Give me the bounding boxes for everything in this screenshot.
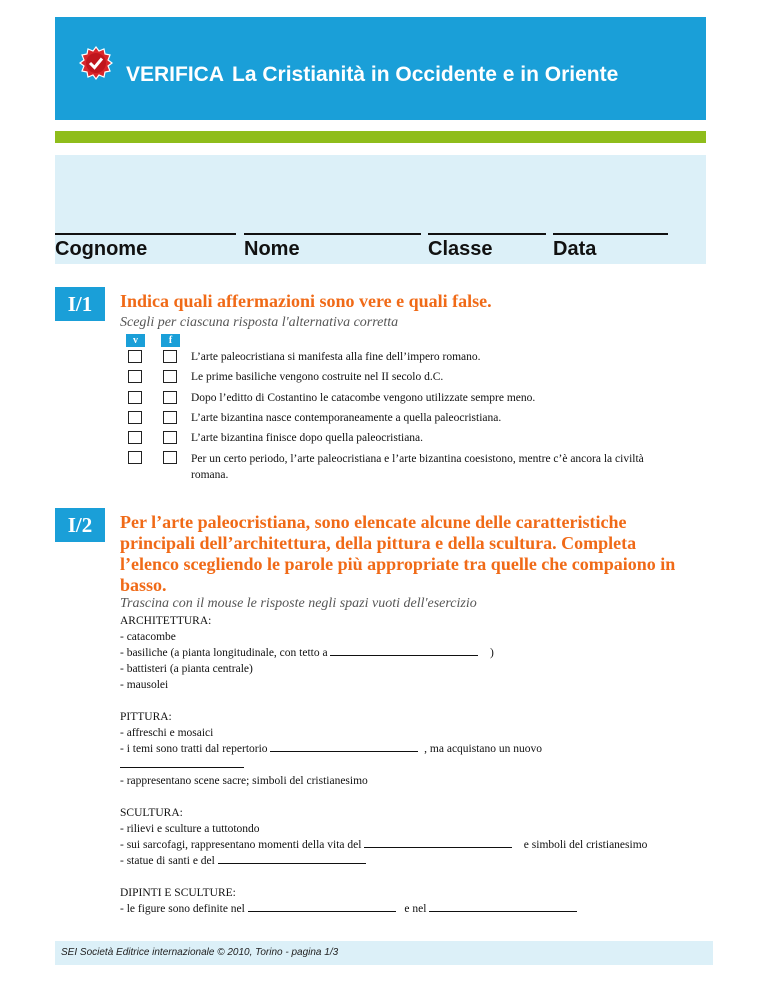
- data-label: Data: [553, 238, 597, 260]
- checkmark-badge-icon: [79, 46, 113, 80]
- section-number-badge: I/1: [55, 287, 105, 321]
- statement-text: L’arte paleocristiana si manifesta alla fine dell’impero romano.: [191, 351, 481, 363]
- section-instruction: Trascina con il mouse le risposte negli spazi vuoti dell'esercizio: [120, 596, 477, 611]
- list-line: [120, 645, 680, 661]
- list-line: [120, 757, 680, 773]
- section-instruction: Scegli per ciascuna risposta l'alternativa corretta: [120, 315, 399, 330]
- classe-label: Classe: [428, 238, 493, 260]
- list-line: - battisteri (a pianta centrale): [120, 663, 253, 675]
- drop-blank[interactable]: [330, 646, 478, 656]
- statement-text: Per un certo periodo, l’arte paleocristiana e l’arte bizantina coesistono, mentre c’è ancora la civiltà romana.: [191, 453, 644, 481]
- line-text: - i temi sono tratti dal repertorio: [120, 743, 268, 755]
- true-checkbox[interactable]: [128, 431, 142, 444]
- drop-blank[interactable]: [120, 758, 244, 768]
- architettura-title: ARCHITETTURA:: [120, 615, 212, 627]
- drop-blank[interactable]: [248, 902, 396, 912]
- scultura-title: SCULTURA:: [120, 807, 183, 819]
- true-checkbox[interactable]: [128, 370, 142, 383]
- false-checkbox[interactable]: [163, 370, 177, 383]
- false-checkbox[interactable]: [163, 411, 177, 424]
- list-line: - mausolei: [120, 679, 169, 691]
- section-heading: Per l’arte paleocristiana, sono elencate alcune delle caratteristiche principali dell’architettura, della pittura e della scultura. Completa l’elenco scegliendo le parole più appropriate tra quelle che compaiono in basso.: [120, 512, 676, 595]
- footer-text: SEI Società Editrice internazionale © 2010, Torino - pagina 1/3: [61, 947, 339, 958]
- drop-blank[interactable]: [364, 838, 512, 848]
- true-checkbox[interactable]: [128, 350, 142, 363]
- dipinti-title: DIPINTI E SCULTURE:: [120, 887, 236, 899]
- false-checkbox[interactable]: [163, 350, 177, 363]
- line-text: - sui sarcofagi, rappresentano momenti della vita del: [120, 839, 362, 851]
- line-text: - basiliche (a pianta longitudinale, con tetto a: [120, 647, 328, 659]
- list-line: - catacombe: [120, 631, 176, 643]
- page-title: [126, 63, 618, 87]
- statement-text: Le prime basiliche vengono costruite nel II secolo d.C.: [191, 371, 444, 383]
- nome-label: Nome: [244, 238, 300, 260]
- pittura-title: PITTURA:: [120, 711, 172, 723]
- false-column-header: f: [161, 334, 180, 347]
- nome-field-line[interactable]: [244, 233, 421, 235]
- list-line: - affreschi e mosaici: [120, 727, 214, 739]
- classe-field-line[interactable]: [428, 233, 546, 235]
- section-heading: Indica quali affermazioni sono vere e quali false.: [120, 291, 492, 311]
- statement-text: L’arte bizantina finisce dopo quella paleocristiana.: [191, 432, 424, 444]
- drop-blank[interactable]: [218, 854, 366, 864]
- cognome-field-line[interactable]: [55, 233, 236, 235]
- true-checkbox[interactable]: [128, 451, 142, 464]
- exercise-body: [120, 613, 680, 917]
- list-line: - rilievi e sculture a tuttotondo: [120, 823, 260, 835]
- drop-blank[interactable]: [429, 902, 577, 912]
- false-checkbox[interactable]: [163, 391, 177, 404]
- false-checkbox[interactable]: [163, 451, 177, 464]
- drop-blank[interactable]: [270, 742, 418, 752]
- page-footer: [55, 941, 713, 965]
- list-line: - rappresentano scene sacre; simboli del cristianesimo: [120, 775, 368, 787]
- green-divider: [55, 131, 706, 143]
- list-line: [120, 853, 680, 869]
- false-checkbox[interactable]: [163, 431, 177, 444]
- list-line: [120, 901, 680, 917]
- title-main: VERIFICA: [126, 63, 225, 86]
- cognome-label: Cognome: [55, 238, 148, 260]
- true-checkbox[interactable]: [128, 391, 142, 404]
- list-line: [120, 741, 680, 757]
- true-column-header: v: [126, 334, 145, 347]
- line-text: , ma acquistano un nuovo: [424, 743, 543, 755]
- list-line: [120, 837, 680, 853]
- section-number-badge: I/2: [55, 508, 105, 542]
- data-field-line[interactable]: [553, 233, 668, 235]
- statement-text: L’arte bizantina nasce contemporaneamente a quella paleocristiana.: [191, 412, 502, 424]
- line-text: ): [489, 647, 494, 659]
- true-checkbox[interactable]: [128, 411, 142, 424]
- line-text: - statue di santi e del: [120, 855, 215, 867]
- line-text: e simboli del cristianesimo: [523, 839, 648, 851]
- statement-text: Dopo l’editto di Costantino le catacombe vengono utilizzate sempre meno.: [191, 392, 536, 404]
- student-info-box: [55, 155, 706, 264]
- title-subtitle: La Cristianità in Occidente e in Oriente: [232, 63, 619, 86]
- line-text: - le figure sono definite nel: [120, 903, 245, 915]
- line-text: e nel: [404, 903, 427, 915]
